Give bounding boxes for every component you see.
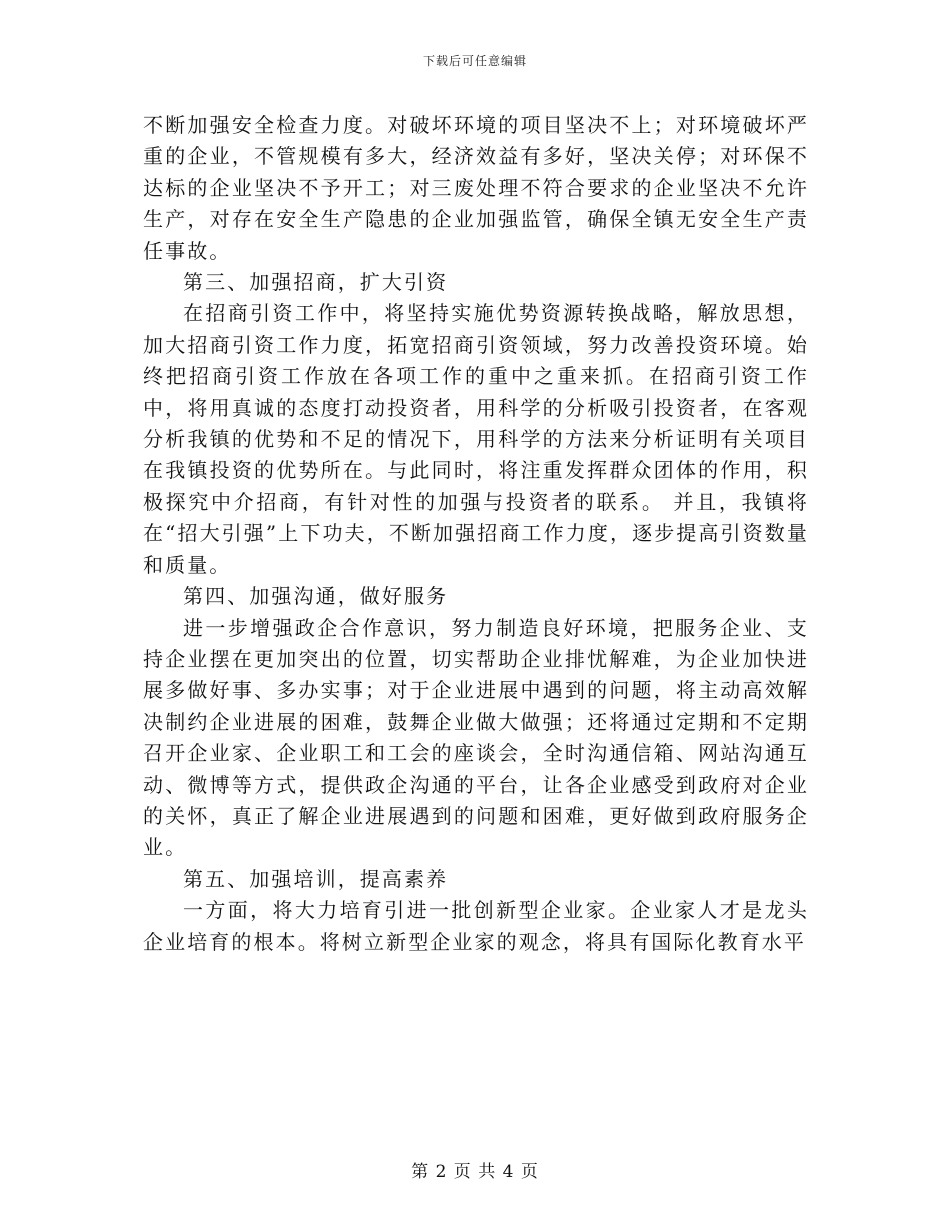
page-number: 第 2 页 共 4 页 [411, 1162, 539, 1182]
page-header: 下载后可任意编辑 [422, 54, 527, 68]
section-heading-4: 第四、加强沟通，做好服务 [183, 584, 449, 609]
section-heading-5: 第五、加强培训，提高素养 [183, 866, 449, 891]
paragraph-investment: 在招商引资工作中，将坚持实施优势资源转换战略，解放思想，加大招商引资工作力度，拓宽招商引资领域，努力改善投资环境。始终把招商引资工作放在各项工作的重中之重来抓。在招商引资工作中，将用真诚的态度打动投资者，用科学的分析吸引投资者，在客观分析我镇的优势和不足的情况下，用科学的方法来分析证明有关项目在我镇投资的优势所在。与此同时，将注重发挥群众团体的作用，积极探究中介招商，有针对性的加强与投资者的联系。 并且，我镇将在“招大引强”上下功夫，不断加强招商工作力度，逐步提高引资数量和质量。 [143, 301, 809, 577]
paragraph-service: 进一步增强政企合作意识，努力制造良好环境，把服务企业、支持企业摆在更加突出的位置，切实帮助企业排忧解难，为企业加快进展多做好事、多办实事；对于企业进展中遇到的问题，将主动高效解决制约企业进展的困难，鼓舞企业做大做强；还将通过定期和不定期召开企业家、企业职工和工会的座谈会，全时沟通信箱、网站沟通互动、微博等方式，提供政企沟通的平台，让各企业感受到政府对企业的关怀，真正了解企业进展遇到的问题和困难，更好做到政府服务企业。 [143, 615, 809, 860]
paragraph-continued: 不断加强安全检查力度。对破坏环境的项目坚决不上；对环境破坏严重的企业，不管规模有多大，经济效益有多好，坚决关停；对环保不达标的企业坚决不予开工；对三废处理不符合要求的企业坚决不允许生产，对存在安全生产隐患的企业加强监管，确保全镇无安全生产责任事故。 [143, 113, 809, 263]
document-body [143, 110, 809, 958]
section-heading-3: 第三、加强招商，扩大引资 [183, 270, 449, 295]
paragraph-training: 一方面，将大力培育引进一批创新型企业家。企业家人才是龙头企业培育的根本。将树立新型企业家的观念，将具有国际化教育水平 [143, 898, 809, 954]
